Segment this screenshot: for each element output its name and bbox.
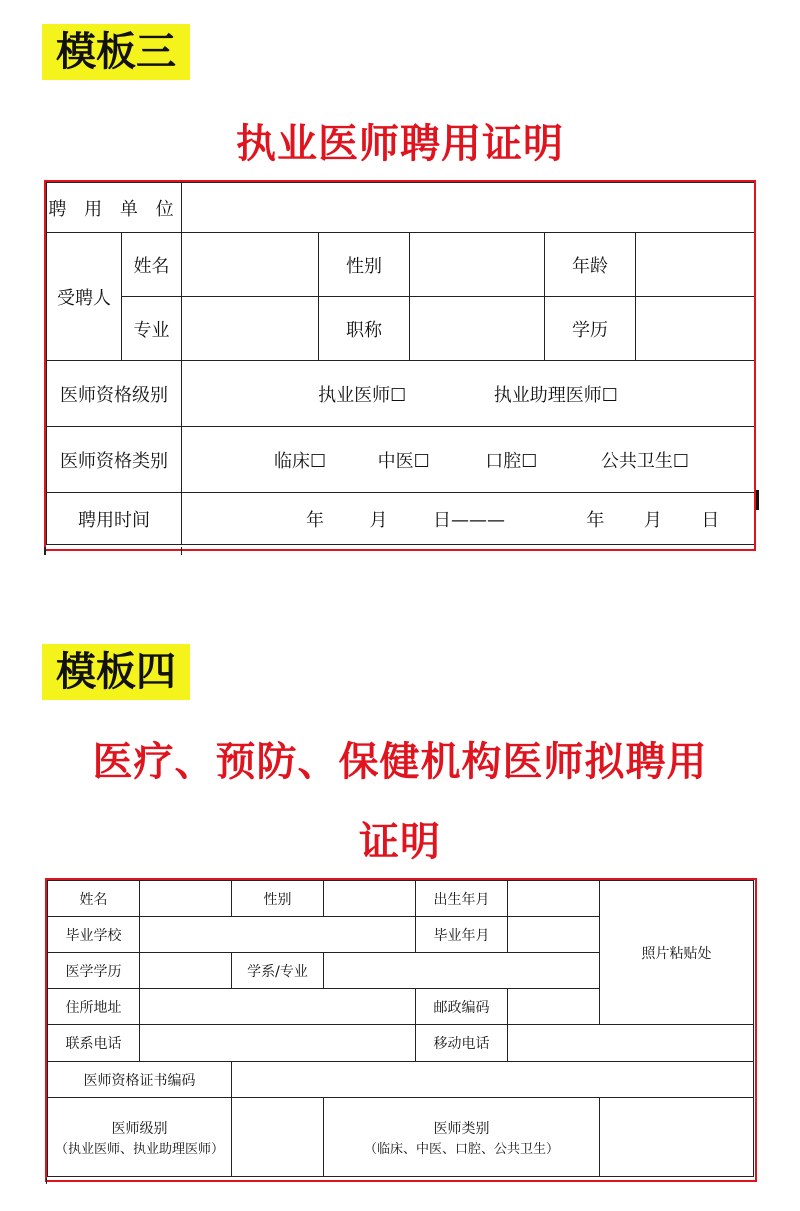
education-field[interactable]	[636, 297, 755, 361]
professional-title-label: 职称	[319, 297, 410, 361]
employer-label: 聘 用 单 位	[47, 183, 182, 233]
period-label: 聘用时间	[47, 493, 182, 545]
gender-field[interactable]	[324, 881, 416, 917]
major-field[interactable]	[182, 297, 319, 361]
template3-title: 执业医师聘用证明	[236, 121, 564, 167]
cert-no-label: 医师资格证书编码	[48, 1062, 232, 1098]
address-label: 住所地址	[48, 989, 140, 1025]
employment-certificate-table	[46, 182, 755, 545]
qual-type-option-tcm[interactable]: 中医☐	[377, 450, 430, 472]
employee-label: 受聘人	[47, 233, 122, 361]
qual-level-label: 医师资格级别	[47, 361, 182, 427]
age-label: 年龄	[545, 233, 636, 297]
level-label-line1: 医师级别	[111, 1120, 168, 1137]
grad-date-label: 毕业年月	[416, 917, 508, 953]
period-start-year: 年	[306, 509, 325, 531]
period-start-day: 日———	[432, 509, 505, 531]
grad-date-field[interactable]	[508, 917, 600, 953]
gender-label: 性别	[319, 233, 410, 297]
intended-employment-table	[47, 880, 754, 1177]
name-label: 姓名	[122, 233, 182, 297]
gender-label: 性别	[232, 881, 324, 917]
medical-edu-label: 医学学历	[48, 953, 140, 989]
age-field[interactable]	[636, 233, 755, 297]
level-field[interactable]	[232, 1098, 324, 1177]
name-field[interactable]	[140, 881, 232, 917]
table-edge-mark	[181, 547, 182, 555]
type-field[interactable]	[600, 1098, 754, 1177]
template4-tag: 模板四	[42, 644, 190, 700]
template3-tag: 模板三	[42, 24, 190, 80]
birth-label: 出生年月	[416, 881, 508, 917]
type-label-line1: 医师类别	[433, 1120, 490, 1137]
template4-title-line1: 医疗、预防、保健机构医师拟聘用	[92, 739, 708, 785]
type-label	[324, 1098, 600, 1177]
level-label	[48, 1098, 232, 1177]
qual-type-option-public-health[interactable]: 公共卫生☐	[600, 450, 689, 472]
phone-field[interactable]	[140, 1025, 416, 1062]
major-label: 专业	[122, 297, 182, 361]
phone-label: 联系电话	[48, 1025, 140, 1062]
table-edge-mark	[44, 547, 46, 555]
period-field[interactable]	[182, 493, 755, 545]
table-edge-mark	[46, 1178, 47, 1184]
qual-level-option-practitioner[interactable]: 执业医师☐	[318, 384, 407, 406]
photo-area[interactable]: 照片粘贴处	[600, 881, 754, 1025]
gender-field[interactable]	[410, 233, 545, 297]
table-edge-mark	[756, 490, 759, 510]
employer-field[interactable]	[182, 183, 755, 233]
qual-type-option-dental[interactable]: 口腔☐	[485, 450, 538, 472]
type-label-line2: （临床、中医、口腔、公共卫生）	[363, 1141, 559, 1157]
school-label: 毕业学校	[48, 917, 140, 953]
period-end-day: 日	[701, 509, 720, 531]
dept-major-field[interactable]	[324, 953, 600, 989]
period-end-year: 年	[586, 509, 605, 531]
birth-field[interactable]	[508, 881, 600, 917]
professional-title-field[interactable]	[410, 297, 545, 361]
mobile-field[interactable]	[508, 1025, 754, 1062]
postcode-field[interactable]	[508, 989, 600, 1025]
address-field[interactable]	[140, 989, 416, 1025]
school-field[interactable]	[140, 917, 416, 953]
medical-edu-field[interactable]	[140, 953, 232, 989]
dept-major-label: 学系/专业	[232, 953, 324, 989]
education-label: 学历	[545, 297, 636, 361]
period-end-month: 月	[643, 509, 662, 531]
template4-title-line2: 证明	[359, 819, 441, 865]
cert-no-field[interactable]	[232, 1062, 754, 1098]
postcode-label: 邮政编码	[416, 989, 508, 1025]
name-label: 姓名	[48, 881, 140, 917]
mobile-label: 移动电话	[416, 1025, 508, 1062]
name-field[interactable]	[182, 233, 319, 297]
qual-type-option-clinical[interactable]: 临床☐	[274, 450, 327, 472]
qual-level-option-assistant[interactable]: 执业助理医师☐	[493, 384, 618, 406]
period-start-month: 月	[369, 509, 388, 531]
qual-type-label: 医师资格类别	[47, 427, 182, 493]
qual-level-options	[182, 361, 755, 427]
level-label-line2: （执业医师、执业助理医师）	[54, 1141, 224, 1157]
qual-type-options	[182, 427, 755, 493]
